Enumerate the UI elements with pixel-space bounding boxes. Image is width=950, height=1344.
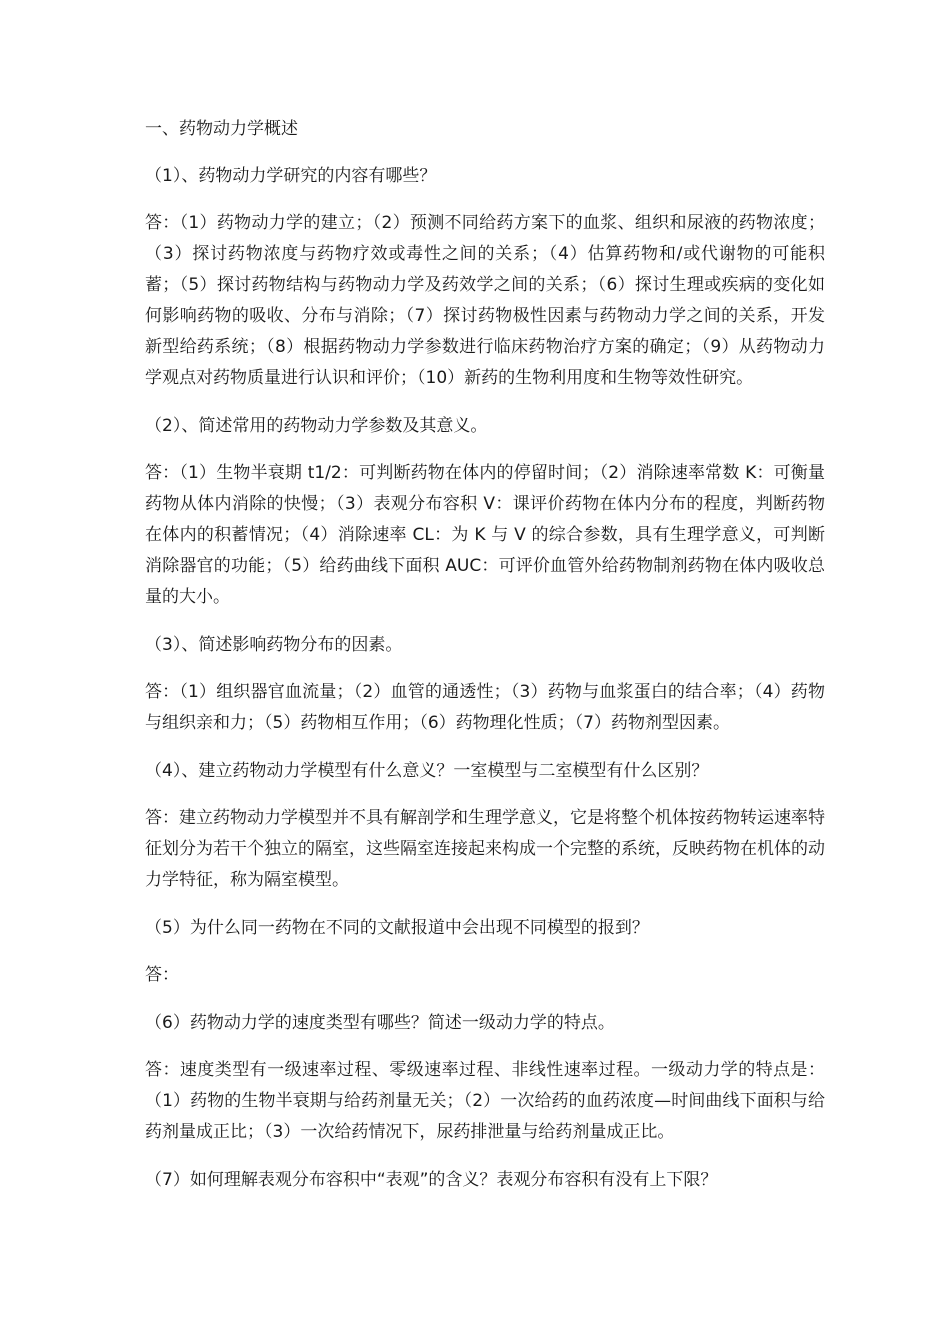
question-2: （2）、简述常用的药物动力学参数及其意义。 xyxy=(145,416,488,436)
document-body xyxy=(145,114,825,1212)
answer-2: 答：（1）生物半衰期 t1/2：可判断药物在体内的停留时间；（2）消除速率常数 K：可衡量药物从体内消除的快慢；（3）表观分布容积 V：课评价药物在体内分布的程度，判断药物在体内的积蓄情况；（4）消除速率 CL：为 K 与 V 的综合参数，具有生理学意义，可判断消除器官的功能；（5）给药曲线下面积 AUC：可评价血管外给药物制剂药物在体内吸收总量的大小。 xyxy=(145,463,825,607)
answer-5: 答： xyxy=(145,965,179,985)
question-7: （7）如何理解表观分布容积中“表观”的含义？表观分布容积有没有上下限？ xyxy=(145,1170,718,1190)
question-6: （6）药物动力学的速度类型有哪些？简述一级动力学的特点。 xyxy=(145,1013,615,1033)
question-1: （1）、药物动力学研究的内容有哪些？ xyxy=(145,166,437,186)
question-5: （5）为什么同一药物在不同的文献报道中会出现不同模型的报到？ xyxy=(145,918,649,938)
section-title: 一、药物动力学概述 xyxy=(145,119,298,139)
question-3: （3）、简述影响药物分布的因素。 xyxy=(145,635,403,655)
answer-1: 答：（1）药物动力学的建立；（2）预测不同给药方案下的血浆、组织和尿液的药物浓度；（3）探讨药物浓度与药物疗效或毒性之间的关系；（4）估算药物和/或代谢物的可能积蓄；（5）探讨药物结构与药物动力学及药效学之间的关系；（6）探讨生理或疾病的变化如何影响药物的吸收、分布与消除；（7）探讨药物极性因素与药物动力学之间的关系，开发新型给药系统；（8）根据药物动力学参数进行临床药物治疗方案的确定；（9）从药物动力学观点对药物质量进行认识和评价；（10）新药的生物利用度和生物等效性研究。 xyxy=(145,213,825,388)
answer-4: 答：建立药物动力学模型并不具有解剖学和生理学意义，它是将整个机体按药物转运速率特征划分为若干个独立的隔室，这些隔室连接起来构成一个完整的系统，反映药物在机体的动力学特征，称为隔室模型。 xyxy=(145,808,825,890)
answer-6: 答：速度类型有一级速率过程、零级速率过程、非线性速率过程。一级动力学的特点是：（1）药物的生物半衰期与给药剂量无关；（2）一次给药的血药浓度—时间曲线下面积与给药剂量成正比；（3）一次给药情况下，尿药排泄量与给药剂量成正比。 xyxy=(145,1060,825,1142)
answer-3: 答：（1）组织器官血流量；（2）血管的通透性；（3）药物与血浆蛋白的结合率；（4）药物与组织亲和力；（5）药物相互作用；（6）药物理化性质；（7）药物剂型因素。 xyxy=(145,682,825,733)
question-4: （4）、建立药物动力学模型有什么意义？一室模型与二室模型有什么区别？ xyxy=(145,761,709,781)
